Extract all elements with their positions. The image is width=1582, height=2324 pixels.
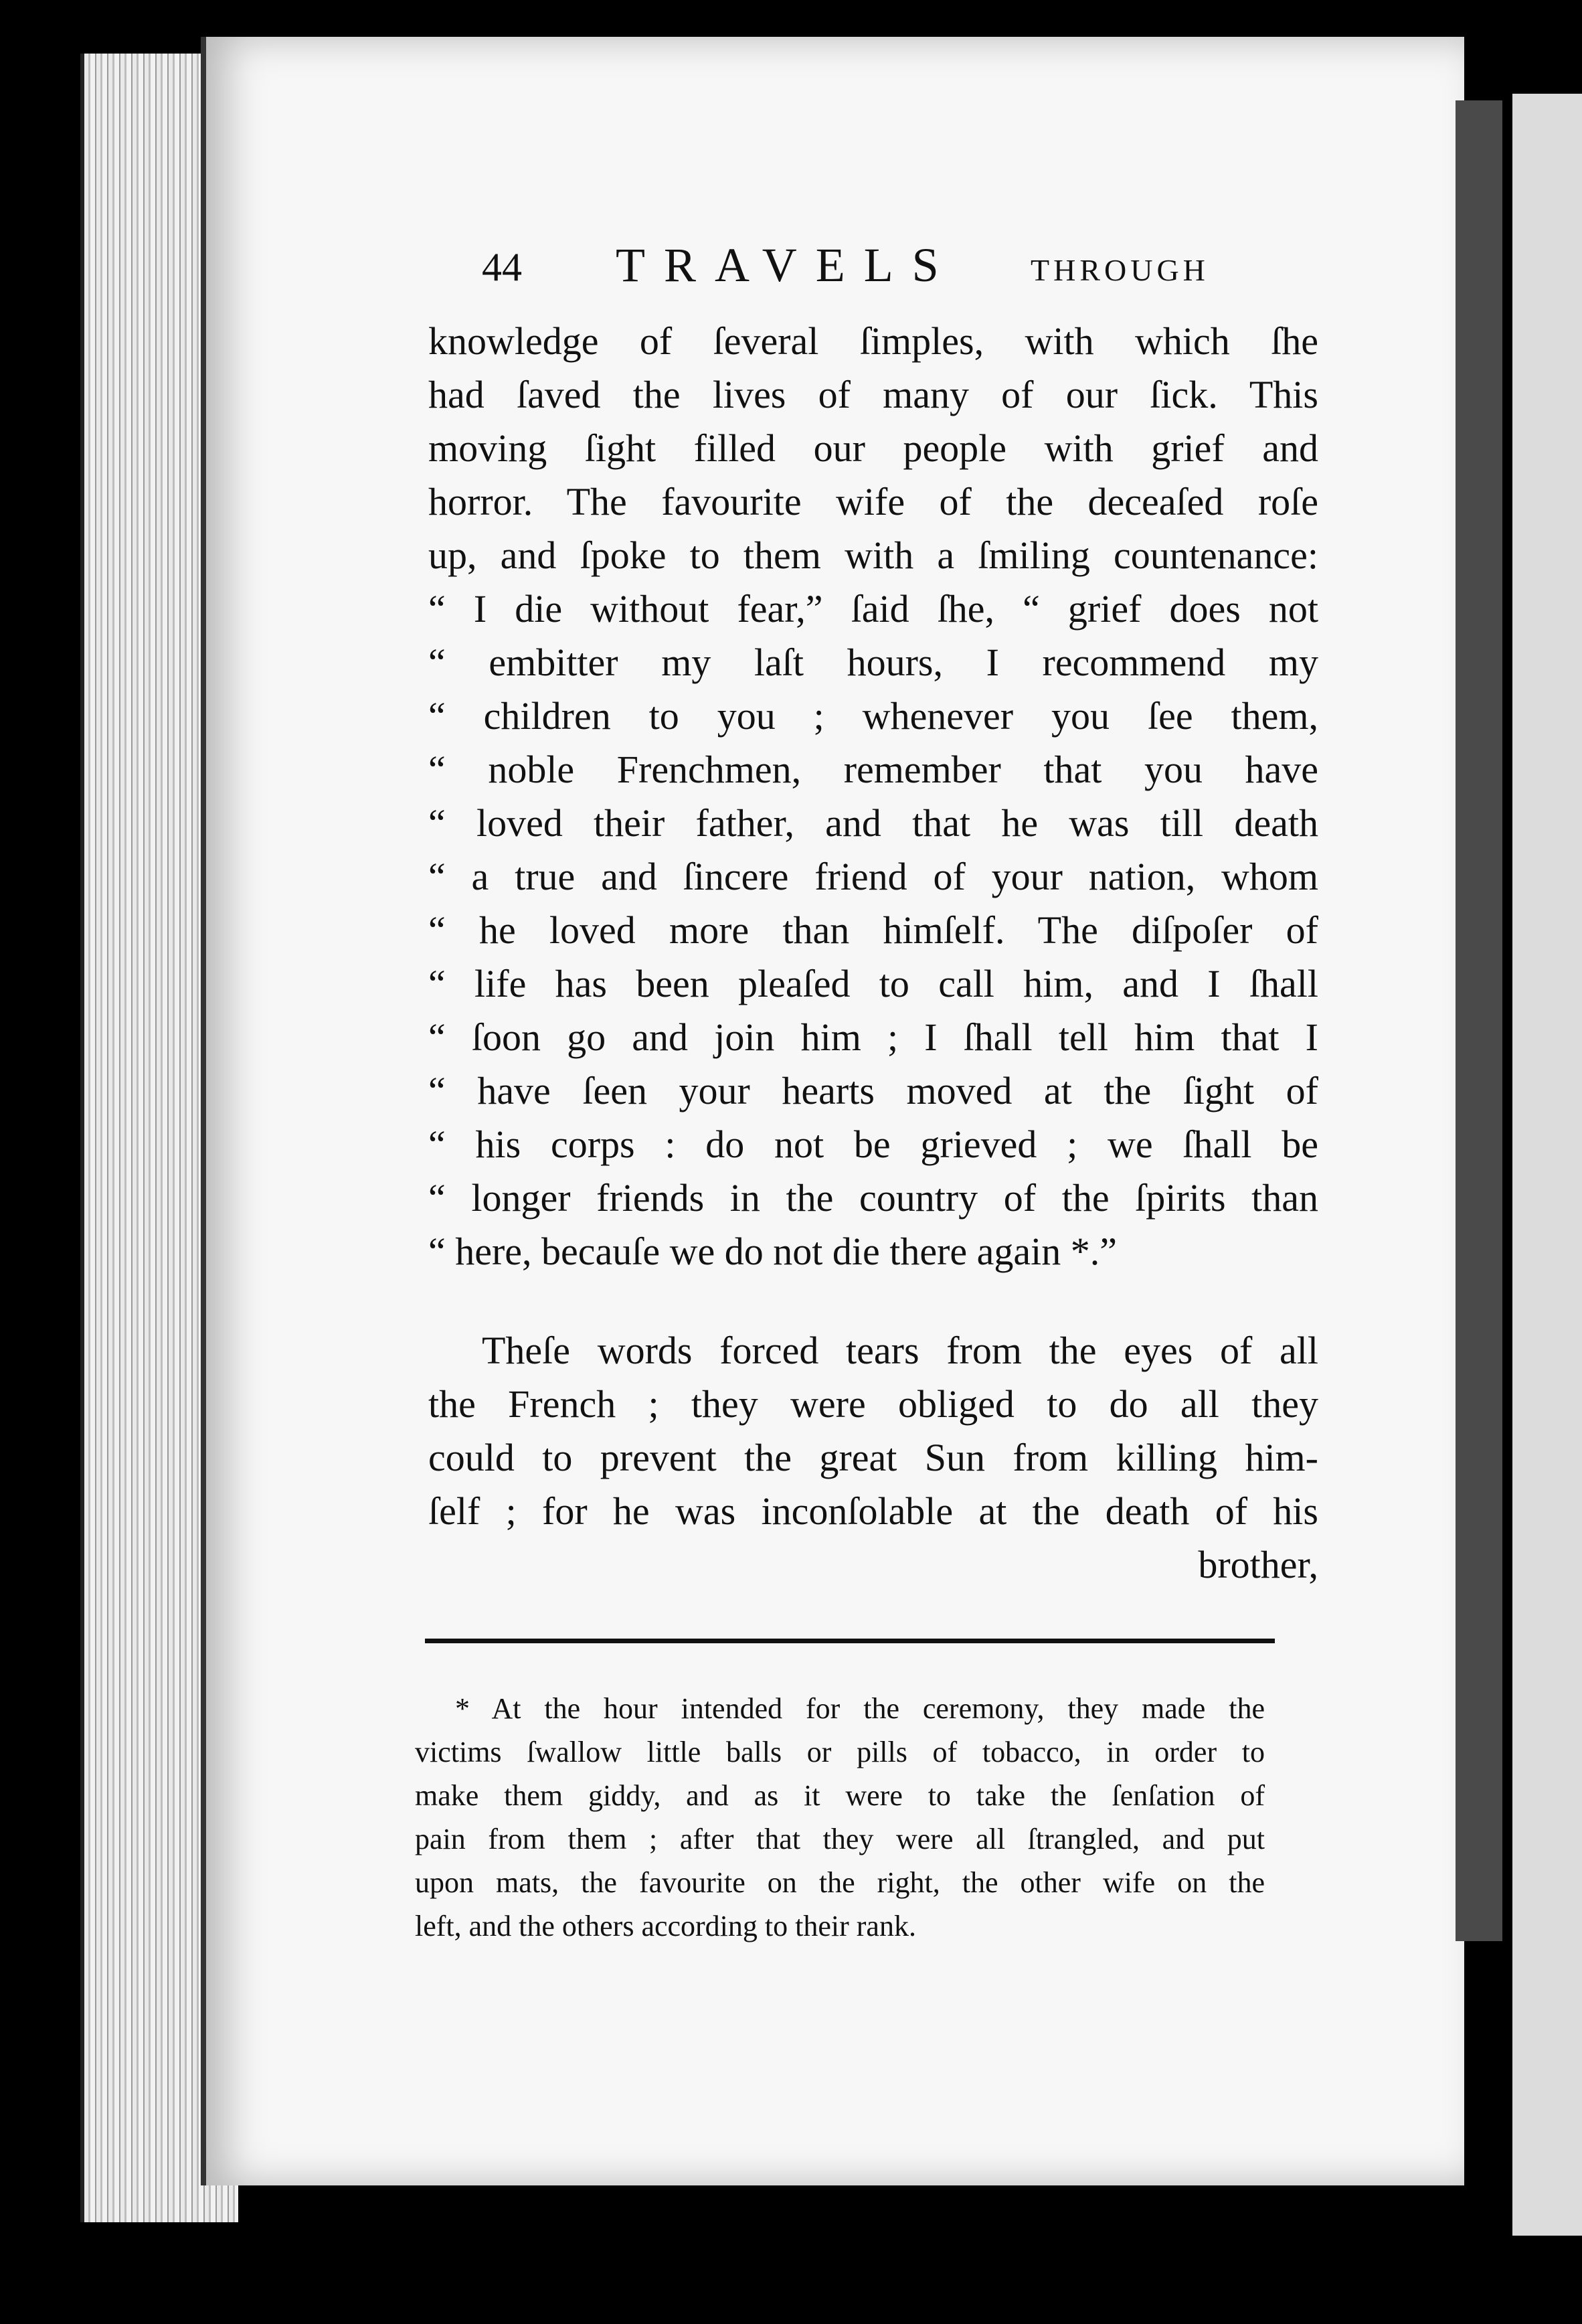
body-text: [428, 315, 1318, 1592]
gutter-shadow: [1456, 100, 1502, 1941]
text-line: “ life has been pleaſed to call him, and I ſhall: [428, 962, 1318, 1005]
footnote-line: left, and the others according to their rank.: [415, 1910, 916, 1942]
text-line: “ he loved more than himſelf. The diſpoſer of: [428, 908, 1318, 952]
running-title: TRAVELS: [616, 238, 958, 292]
text-line: “ loved their father, and that he was till death: [428, 801, 1318, 845]
footnote-line: pain from them ; after that they were all ſtrangled, and put: [415, 1823, 1265, 1855]
text-line: “ his corps : do not be grieved ; we ſhall be: [428, 1123, 1318, 1166]
text-line: could to prevent the great Sun from killing him-: [428, 1436, 1318, 1479]
text-line: “ longer friends in the country of the ſpirits than: [428, 1176, 1318, 1220]
footnote-line: victims ſwallow little balls or pills of tobacco, in order to: [415, 1736, 1265, 1768]
running-title-continuation: THROUGH: [1031, 253, 1209, 287]
facing-page-edge: [1512, 94, 1582, 2236]
footnote-line: * At the hour intended for the ceremony, they made the: [455, 1692, 1265, 1725]
text-line: had ſaved the lives of many of our ſick. This: [428, 373, 1318, 416]
text-line: up, and ſpoke to them with a ſmiling countenance:: [428, 533, 1318, 577]
text-line: horror. The favourite wife of the deceaſed roſe: [428, 480, 1318, 523]
text-line: “ a true and ſincere friend of your nation, whom: [428, 855, 1318, 898]
text-line: moving ſight filled our people with grief and: [428, 426, 1318, 470]
running-head: [482, 238, 1265, 298]
text-line: the French ; they were obliged to do all they: [428, 1382, 1318, 1426]
text-line: “ ſoon go and join him ; I ſhall tell him that I: [428, 1015, 1318, 1059]
text-line: “ I die without fear,” ſaid ſhe, “ grief does not: [428, 587, 1318, 631]
text-line: “ embitter my laſt hours, I recommend my: [428, 641, 1318, 684]
text-line: “ have ſeen your hearts moved at the ſight of: [428, 1069, 1318, 1112]
page-number: 44: [482, 245, 522, 289]
text-line: ſelf ; for he was inconſolable at the death of his: [428, 1489, 1318, 1533]
catchword: brother,: [1198, 1543, 1318, 1586]
text-line: Theſe words forced tears from the eyes of all: [482, 1329, 1318, 1372]
footnote-line: upon mats, the favourite on the right, the other wife on the: [415, 1866, 1265, 1899]
text-line: “ here, becauſe we do not die there again *.”: [428, 1230, 1117, 1273]
footnote-line: make them giddy, and as it were to take the ſenſation of: [415, 1779, 1265, 1812]
text-line: “ noble Frenchmen, remember that you have: [428, 748, 1318, 791]
text-line: “ children to you ; whenever you ſee them,: [428, 694, 1318, 738]
text-line: knowledge of ſeveral ſimples, with which ſhe: [428, 319, 1318, 363]
footnote-rule: [425, 1639, 1275, 1643]
footnote: [415, 1687, 1265, 1948]
